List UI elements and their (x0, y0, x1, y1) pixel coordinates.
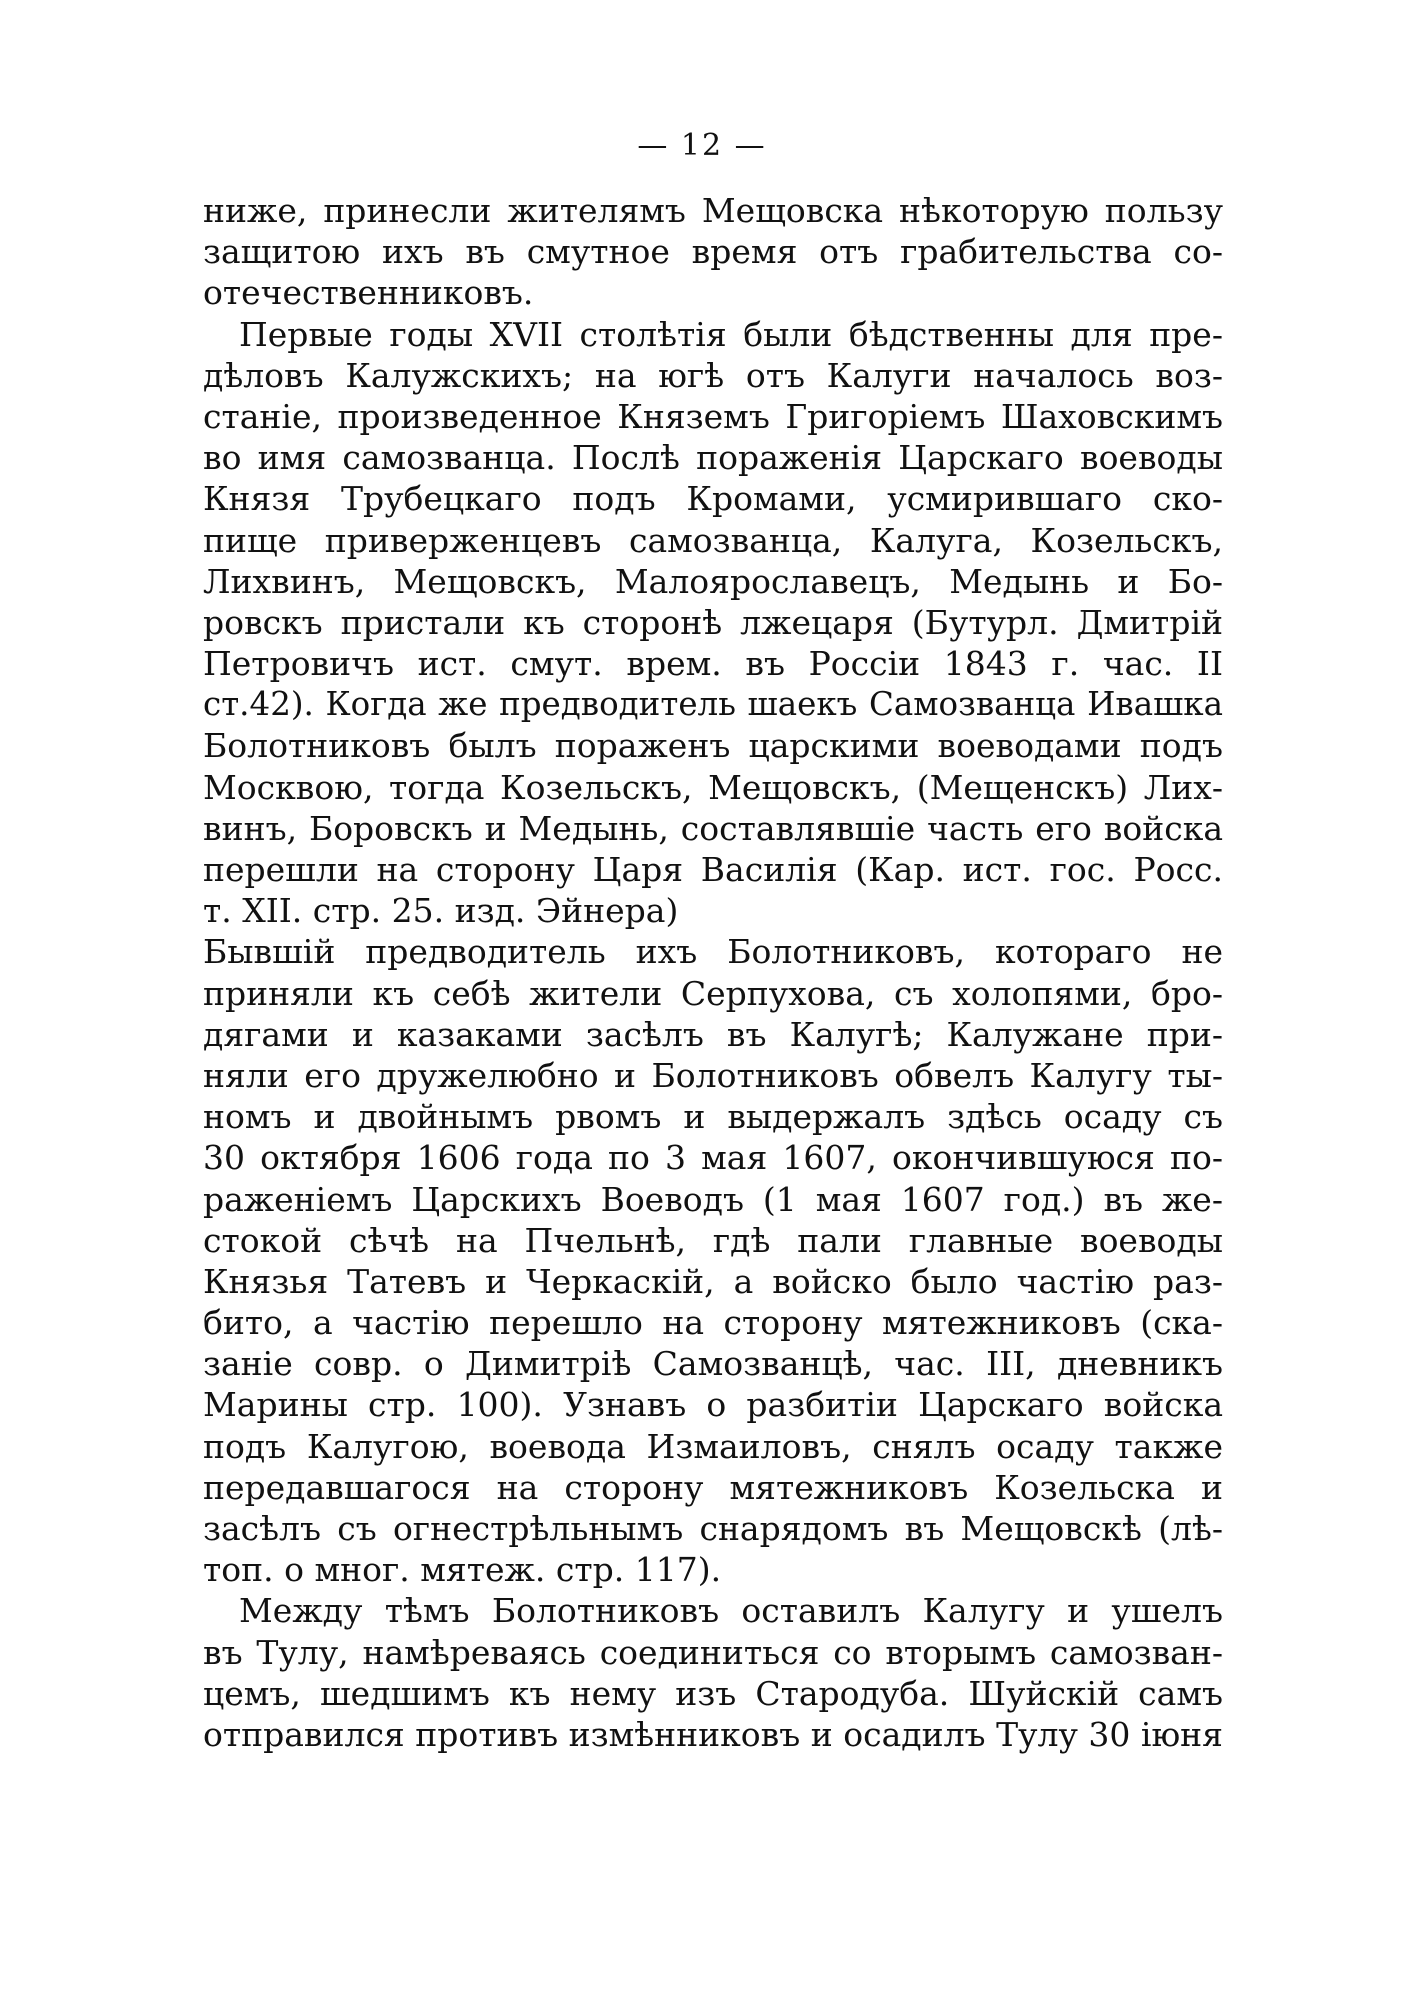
text-line: няли его дружелюбно и Болотниковъ обвелъ Калугу ты- (203, 1055, 1223, 1095)
text-line: Москвою, тогда Козельскъ, Мещовскъ, (Мещенскъ) Лих- (203, 767, 1223, 807)
text-line: станіе, произведенное Княземъ Григоріемъ Шаховскимъ (203, 396, 1223, 436)
paragraph-start-line: Бывшій предводитель ихъ Болотниковъ, котораго не (203, 932, 1223, 972)
text-line: засѣлъ съ огнестрѣльнымъ снарядомъ въ Мещовскѣ (лѣ- (203, 1509, 1223, 1548)
page-number: — 12 — (637, 128, 767, 163)
text-line: Петровичъ ист. смут. врем. въ Россіи 1843 г. час. II (203, 644, 1223, 684)
text-line: Князя Трубецкаго подъ Кромами, усмирившаго ско- (203, 479, 1223, 519)
text-line: пище приверженцевъ самозванца, Калуга, Козельскъ, (203, 520, 1223, 560)
text-line: заніе совр. о Димитріѣ Самозванцѣ, час. III, дневникъ (203, 1344, 1223, 1384)
text-line: ровскъ пристали къ сторонѣ лжецаря (Бутурл. Дмитрій (203, 602, 1223, 642)
text-line: 30 октября 1606 года по 3 мая 1607, окончившуюся по- (203, 1138, 1223, 1178)
text-line: ниже, принесли жителямъ Мещовска нѣкоторую пользу (203, 191, 1223, 230)
text-line: раженіемъ Царскихъ Воеводъ (1 мая 1607 год.) въ же- (203, 1179, 1223, 1219)
text-line: во имя самозванца. Послѣ пораженія Царскаго воеводы (203, 438, 1223, 478)
text-line: дягами и казаками засѣлъ въ Калугѣ; Калужане при- (203, 1014, 1223, 1054)
text-line: Лихвинъ, Мещовскъ, Малоярославецъ, Медынь и Бо- (203, 561, 1223, 601)
text-line: винъ, Боровскъ и Медынь, составлявшіе часть его войска (203, 808, 1223, 848)
text-line: т. XII. стр. 25. изд. Эйнера) (203, 891, 679, 931)
text-line: дѣловъ Калужскихъ; на югѣ отъ Калуги началось воз- (203, 355, 1223, 395)
text-line: стокой сѣчѣ на Пчельнѣ, гдѣ пали главные воеводы (203, 1220, 1223, 1260)
text-line: номъ и двойнымъ рвомъ и выдержалъ здѣсь осаду съ (203, 1097, 1223, 1137)
text-line: подъ Калугою, воевода Измаиловъ, снялъ осаду также (203, 1426, 1223, 1466)
text-line: ст.42). Когда же предводитель шаекъ Самозванца Ивашка (203, 685, 1223, 724)
text-line: Болотниковъ былъ пораженъ царскими воеводами подъ (203, 726, 1223, 766)
paragraph-start-line: Между тѣмъ Болотниковъ оставилъ Калугу и ушелъ (239, 1591, 1223, 1631)
text-line: отправился противъ измѣнниковъ и осадилъ Тулу 30 іюня (203, 1714, 1223, 1754)
text-line: бито, а частію перешло на сторону мятежниковъ (ска- (203, 1303, 1223, 1343)
text-line: Марины стр. 100). Узнавъ о разбитіи Царскаго войска (203, 1385, 1223, 1425)
text-line: отечественниковъ. (203, 273, 534, 313)
text-line: передавшагося на сторону мятежниковъ Козельска и (203, 1467, 1223, 1507)
text-line: цемъ, шедшимъ къ нему изъ Стародуба. Шуйскій самъ (203, 1673, 1223, 1713)
text-line: перешли на сторону Царя Василія (Кар. ист. гос. Росс. (203, 850, 1223, 889)
paragraph-start-line: Первые годы XVII столѣтія были бѣдственны для пре- (239, 314, 1223, 354)
text-line: Князья Татевъ и Черкаскій, а войско было частію раз- (203, 1261, 1223, 1301)
text-line: защитою ихъ въ смутное время отъ грабительства со- (203, 232, 1223, 272)
text-line: въ Тулу, намѣреваясь соединиться со вторымъ самозван- (203, 1632, 1223, 1672)
text-line: приняли къ себѣ жители Серпухова, съ холопями, бро- (203, 973, 1223, 1013)
body-text (203, 190, 1223, 1755)
text-line: топ. о мног. мятеж. стр. 117). (203, 1550, 722, 1590)
